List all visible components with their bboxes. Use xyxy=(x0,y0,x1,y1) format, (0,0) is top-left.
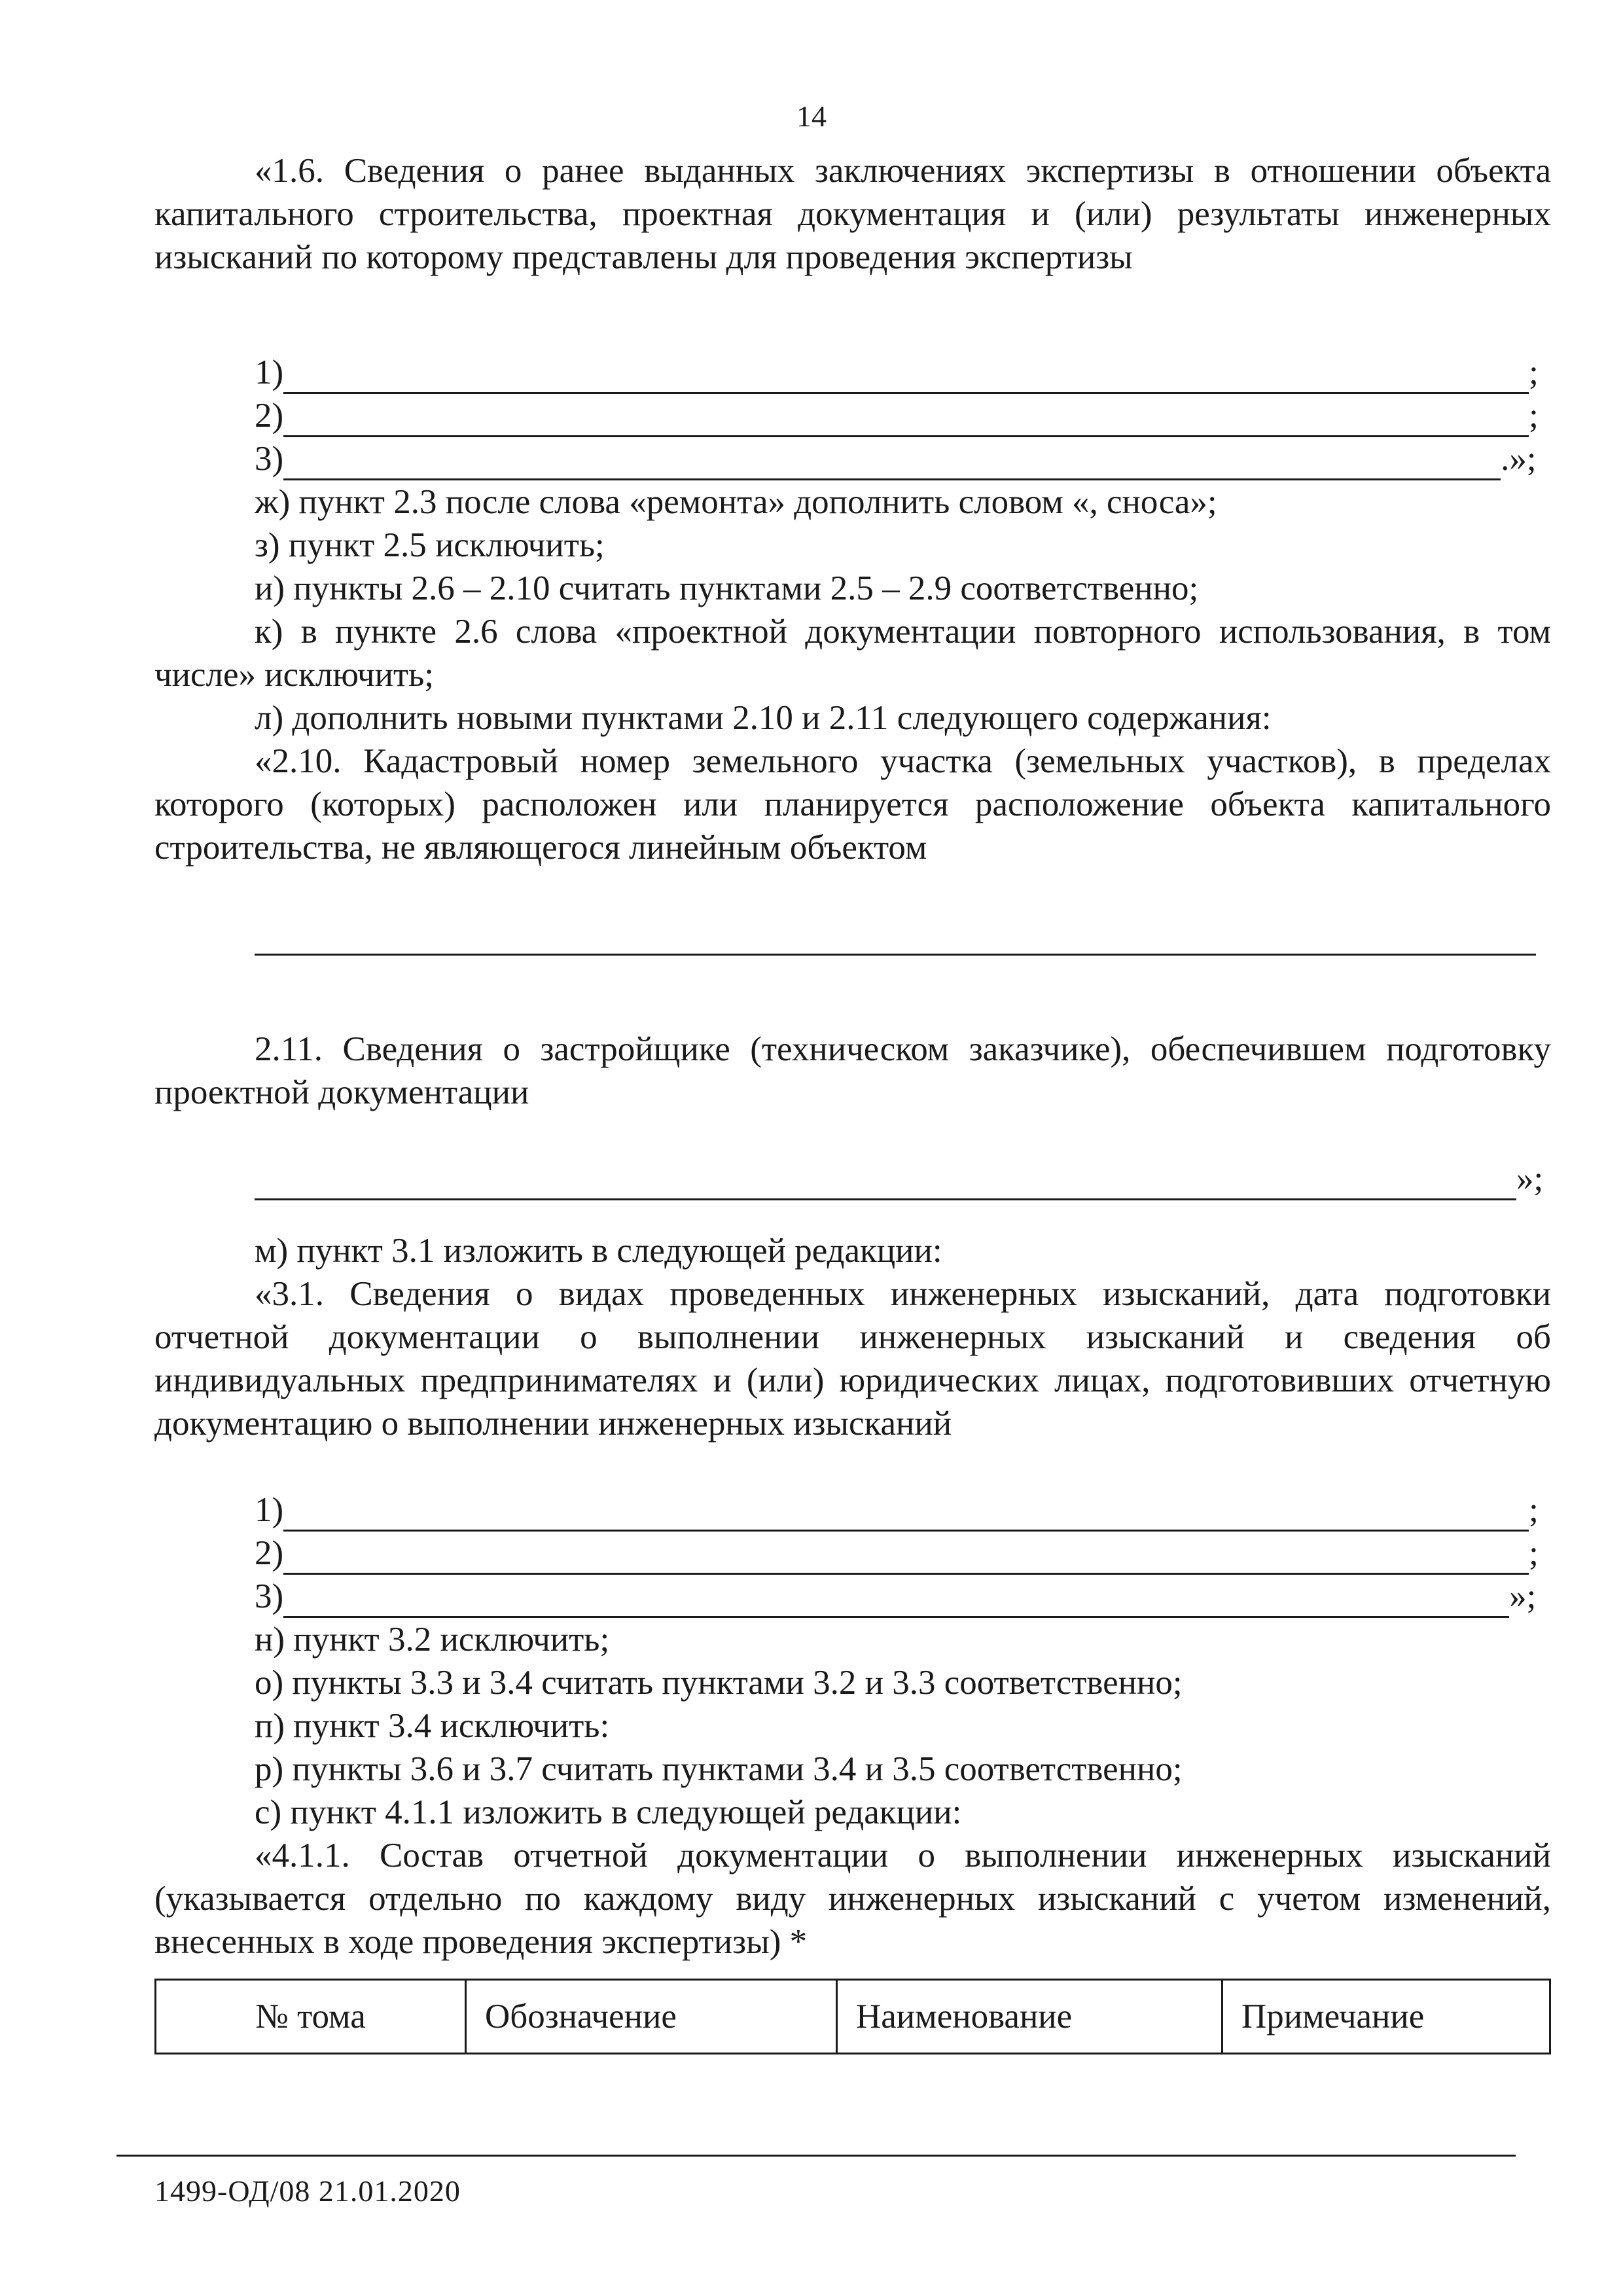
list-label: 1) xyxy=(255,353,284,391)
blank-line-2-10 xyxy=(154,912,1551,956)
fill-in-line xyxy=(283,361,1529,394)
fill-in-line xyxy=(255,922,1536,956)
list-label: 3) xyxy=(255,440,284,478)
item-i: и) пункты 2.6 – 2.10 считать пунктами 2.5 – 2.9 соответственно; xyxy=(255,569,1199,607)
table-header-cell: № тома xyxy=(156,1980,466,2054)
fill-in-line xyxy=(283,404,1529,437)
page-number: 14 xyxy=(796,99,827,133)
blank-line-3-1-3 xyxy=(154,1575,1551,1618)
list-label: 1) xyxy=(255,1491,284,1529)
footer-divider xyxy=(116,2155,1516,2157)
table-header-row xyxy=(156,1980,1550,2054)
paragraph-1-6: «1.6. Сведения о ранее выданных заключениях экспертизы в отношении объекта капитального строительства, проектная документация и (или) результаты инженерных изысканий по которому представлены для проведения экспертизы xyxy=(154,152,1551,276)
item-z: з) пункт 2.5 исключить; xyxy=(255,526,605,564)
item-n: н) пункт 3.2 исключить; xyxy=(255,1621,610,1659)
list-end: »; xyxy=(1509,1577,1537,1615)
list-end: ; xyxy=(1529,353,1539,391)
list-end: ; xyxy=(1529,1534,1539,1572)
fill-in-line xyxy=(283,447,1501,480)
item-k: к) в пункте 2.6 слова «проектной документации повторного использования, в том числе» исключить; xyxy=(154,613,1551,694)
fill-in-line xyxy=(283,1585,1509,1618)
blank-line-1-6-3 xyxy=(154,437,1551,480)
list-label: 3) xyxy=(255,1577,284,1615)
paragraph-2-11: 2.11. Сведения о застройщике (техническом заказчике), обеспечившем подготовку проектной документации xyxy=(154,1030,1551,1111)
blank-line-1-6-1 xyxy=(154,351,1551,394)
list-end: ; xyxy=(1529,1491,1539,1529)
item-m: м) пункт 3.1 изложить в следующей редакции: xyxy=(255,1232,942,1270)
item-zh: ж) пункт 2.3 после слова «ремонта» дополнить словом «, сноса»; xyxy=(255,483,1217,521)
list-end: »; xyxy=(1516,1160,1544,1198)
item-l: л) дополнить новыми пунктами 2.10 и 2.11 следующего содержания: xyxy=(255,699,1272,737)
blank-line-3-1-2 xyxy=(154,1532,1551,1575)
volumes-table xyxy=(154,1979,1551,2054)
fill-in-line xyxy=(283,1541,1529,1575)
paragraph-2-10: «2.10. Кадастровый номер земельного участка (земельных участков), в пределах которого (которых) расположен или планируется расположение объекта капитального строительства, не являющегося линейным объектом xyxy=(154,742,1551,867)
item-r: р) пункты 3.6 и 3.7 считать пунктами 3.4 и 3.5 соответственно; xyxy=(255,1750,1183,1788)
list-label: 2) xyxy=(255,1534,284,1572)
table-header-cell: Обозначение xyxy=(466,1980,837,2054)
paragraph-3-1: «3.1. Сведения о видах проведенных инженерных изысканий, дата подготовки отчетной документации о выполнении инженерных изысканий и сведения об индивидуальных предпринимателях и (или) юридических лицах, подготовивших отчетную документацию о выполнении инженерных изысканий xyxy=(154,1275,1551,1443)
table-header-cell: Примечание xyxy=(1222,1980,1550,2054)
blank-line-3-1-1 xyxy=(154,1488,1551,1532)
footer-doc-id: 1499-ОД/08 21.01.2020 xyxy=(154,2174,461,2208)
blank-line-2-11 xyxy=(154,1157,1551,1200)
item-s: с) пункт 4.1.1 изложить в следующей редакции: xyxy=(255,1793,962,1831)
item-o: о) пункты 3.3 и 3.4 считать пунктами 3.2 и 3.3 соответственно; xyxy=(255,1664,1183,1702)
item-p: п) пункт 3.4 исключить: xyxy=(255,1707,610,1745)
list-end: ; xyxy=(1529,397,1539,435)
fill-in-line xyxy=(283,1498,1529,1532)
fill-in-line xyxy=(255,1167,1516,1200)
table-header-cell: Наименование xyxy=(837,1980,1222,2054)
list-end: .»; xyxy=(1501,440,1537,478)
document-body xyxy=(154,149,1551,1964)
blank-line-1-6-2 xyxy=(154,394,1551,437)
paragraph-4-1-1: «4.1.1. Состав отчетной документации о выполнении инженерных изысканий (указывается отдельно по каждому виду инженерных изысканий с учетом изменений, внесенных в ходе проведения экспертизы) * xyxy=(154,1837,1551,1961)
list-label: 2) xyxy=(255,397,284,435)
